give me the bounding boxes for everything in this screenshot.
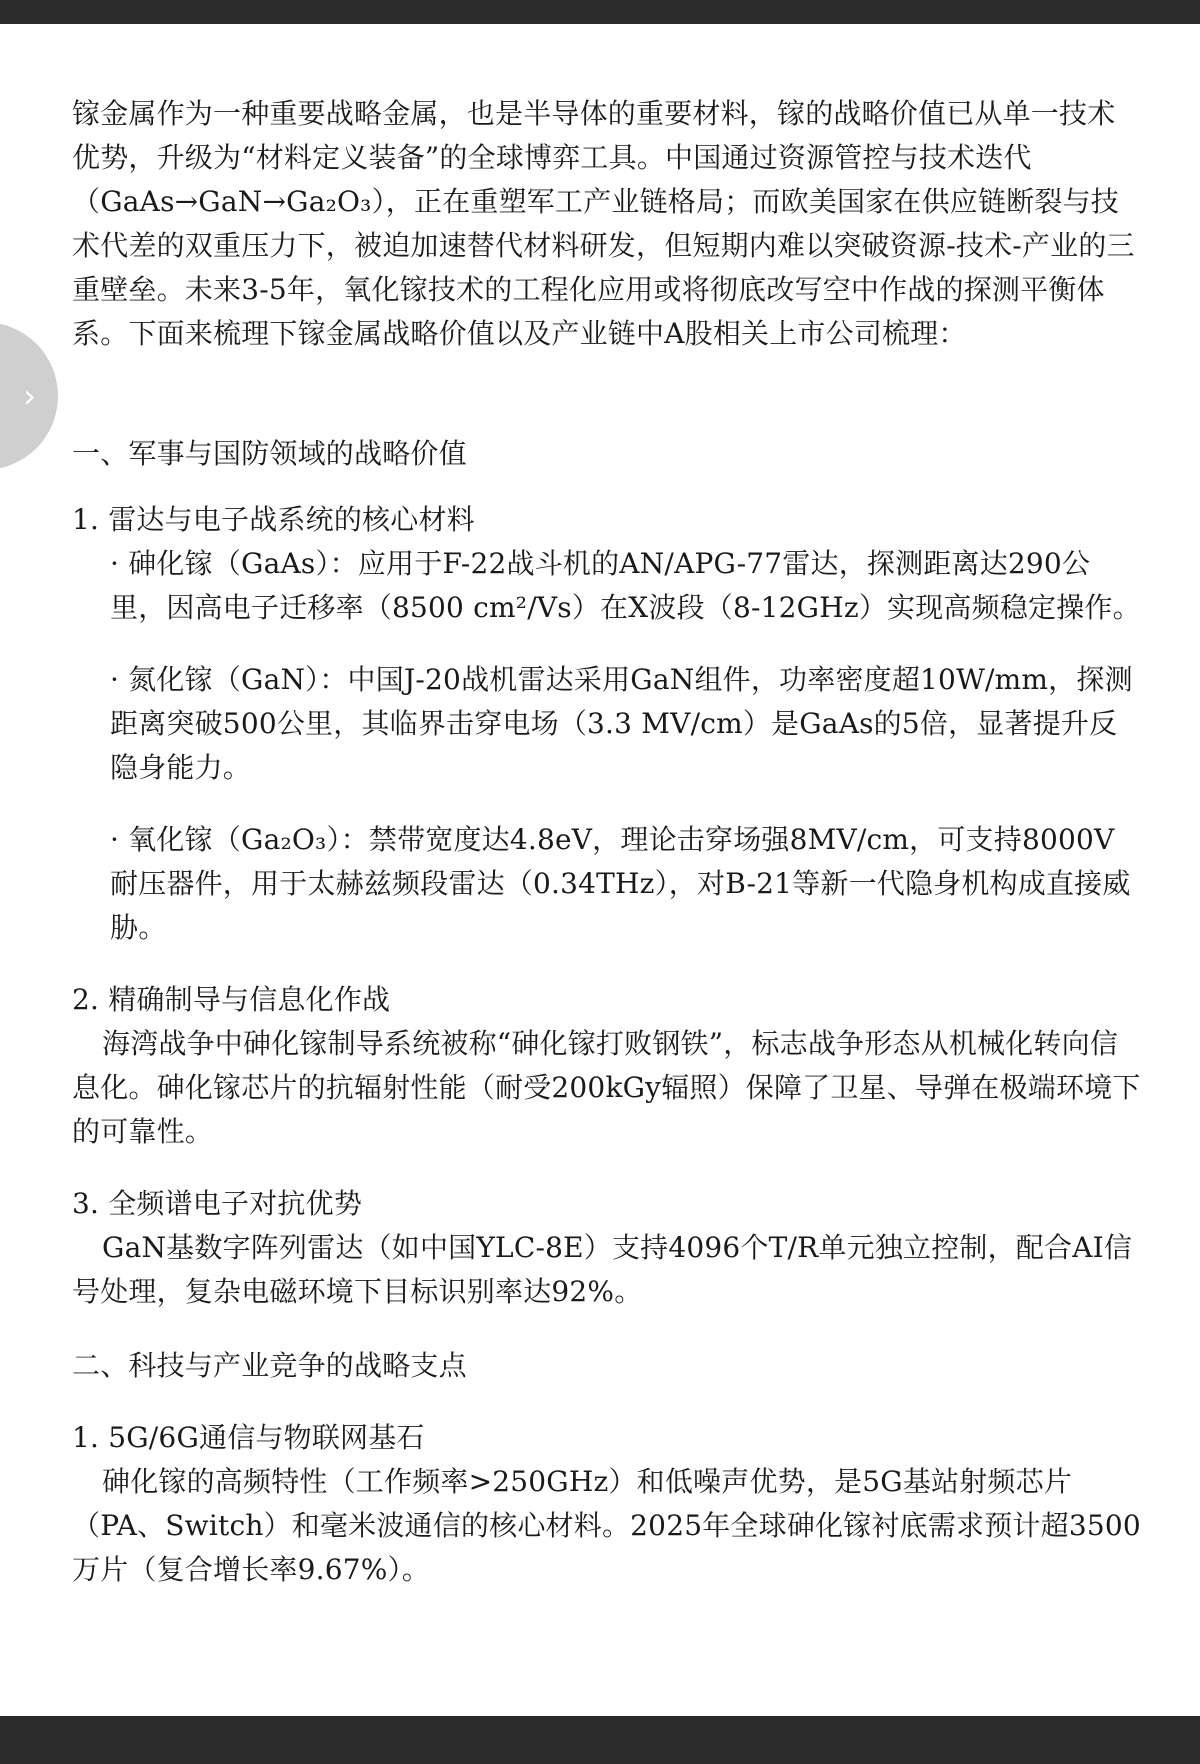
subsection-1-2-body: 海湾战争中砷化镓制导系统被称“砷化镓打败钢铁”，标志战争形态从机械化转向信息化。砷化镓芯片的抗辐射性能（耐受200kGy辐照）保障了卫星、导弹在极端环境下的可靠性。 xyxy=(72,1027,1141,1148)
section-1-heading: 一、军事与国防领域的战略价值 xyxy=(72,437,467,470)
intro-paragraph: 镓金属作为一种重要战略金属，也是半导体的重要材料，镓的战略价值已从单一技术优势，升级为“材料定义装备”的全球博弈工具。中国通过资源管控与技术迭代（GaAs→GaN→Ga₂O₃），正在重塑军工产业链格局；而欧美国家在供应链断裂与技术代差的双重压力下，被迫加速替代材料研发，但短期内难以突破资源-技术-产业的三重壁垒。未来3-5年，氧化镓技术的工程化应用或将彻底改写空中作战的探测平衡体系。下面来梳理下镓金属战略价值以及产业链中A股相关上市公司梳理： xyxy=(72,97,1135,350)
subsection-1-1-heading: 1. 雷达与电子战系统的核心材料 xyxy=(72,503,475,536)
article-body xyxy=(72,92,1142,1592)
chevron-right-icon: › xyxy=(23,377,36,415)
bullet-ga2o3: · 氧化镓（Ga₂O₃）：禁带宽度达4.8eV，理论击穿场强8MV/cm，可支持8000V耐压器件，用于太赫兹频段雷达（0.34THz），对B-21等新一代隐身机构成直接威胁。 xyxy=(110,823,1131,944)
top-bar xyxy=(0,0,1200,24)
subsection-1-3-heading: 3. 全频谱电子对抗优势 xyxy=(72,1187,363,1220)
section-2-heading: 二、科技与产业竞争的战略支点 xyxy=(72,1349,467,1382)
subsection-1-3-body: GaN基数字阵列雷达（如中国YLC-8E）支持4096个T/R单元独立控制，配合AI信号处理，复杂电磁环境下目标识别率达92%。 xyxy=(72,1231,1133,1308)
bottom-bar xyxy=(0,1716,1200,1764)
side-expand-button[interactable] xyxy=(0,322,58,470)
bullet-gaas: · 砷化镓（GaAs）：应用于F-22战斗机的AN/APG-77雷达，探测距离达290公里，因高电子迁移率（8500 cm²/Vs）在X波段（8-12GHz）实现高频稳定操作。 xyxy=(110,547,1141,624)
bullet-gan: · 氮化镓（GaN）：中国J-20战机雷达采用GaN组件，功率密度超10W/mm，探测距离突破500公里，其临界击穿电场（3.3 MV/cm）是GaAs的5倍，显著提升反隐身能力。 xyxy=(110,663,1133,784)
subsection-2-1-body: 砷化镓的高频特性（工作频率>250GHz）和低噪声优势，是5G基站射频芯片（PA、Switch）和毫米波通信的核心材料。2025年全球砷化镓衬底需求预计超3500万片（复合增长率9.67%）。 xyxy=(72,1465,1141,1586)
subsection-1-2-heading: 2. 精确制导与信息化作战 xyxy=(72,983,391,1016)
subsection-2-1-heading: 1. 5G/6G通信与物联网基石 xyxy=(72,1421,425,1454)
